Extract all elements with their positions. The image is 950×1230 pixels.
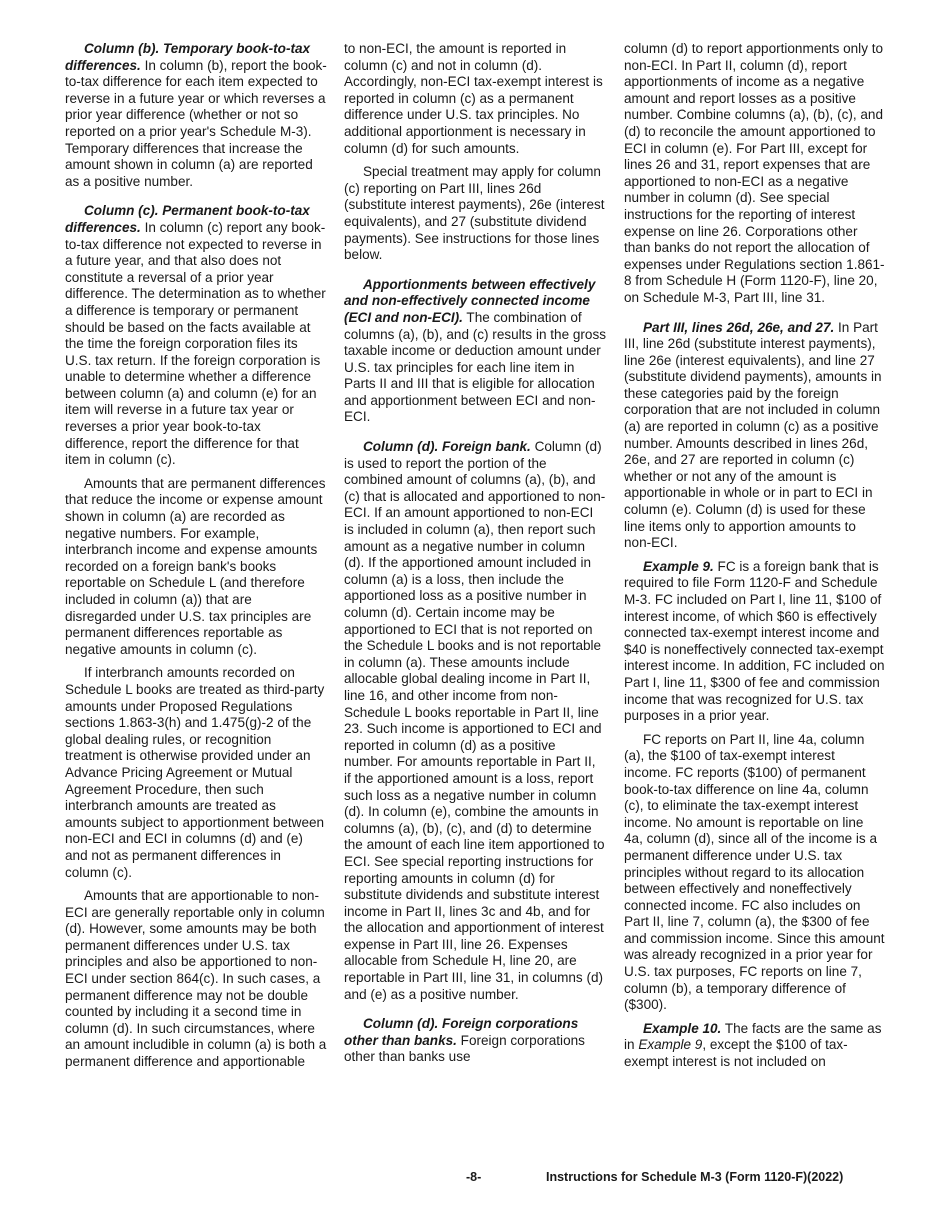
paragraph [344, 277, 606, 426]
paragraph [65, 476, 327, 659]
paragraph [65, 888, 327, 1071]
paragraph [65, 203, 327, 469]
column-middle [344, 41, 606, 1073]
paragraph-heading: Column (b). Temporary book-to-tax differences. [65, 41, 311, 73]
paragraph [624, 41, 886, 307]
column-left [65, 41, 327, 1078]
paragraph-text: FC is a foreign bank that is required to file Form 1120-F and Schedule M-3. FC included on Part I, line 11, $100 of interest income, of which $60 is effectively connected tax-exempt interest income and $40 is noneffectively connected tax-exempt interest income. In addition, FC included on Part I, line 11, $300 of fee and commission income that was recognized for U.S. tax purposes in a prior year. [624, 558, 885, 724]
paragraph-text: In column (b), report the book-to-tax difference for each item expected to reverse in a future year or which reverses a prior year difference (whether or not so reported on a prior year's Schedule M-3). Temporary differences that increase the amount shown in column (a) are reported as a positive number. [65, 57, 327, 189]
paragraph-text: Column (d) is used to report the portion of the combined amount of columns (a), (b), and (c) that is allocated and apportioned to non-ECI. If an amount apportioned to non-ECI is included in column (a), then report such amount as a negative number in column (d). If the apportioned amount included in column (a) is a loss, then include the apportioned loss as a positive number in column (d). Certain income may be apportioned to ECI that is not reported on the Schedule L books and is not reportable in column (a). These amounts include allocable global dealing income in Part II, line 16, and other income from non-Schedule L books reportable in Part II, line 23. Such income is apportioned to ECI and reported in column (d) as a positive number. For amounts reportable in Part II, if the apportioned amount is a loss, report such loss as a negative number in column (d). In column (e), combine the amounts in columns (a), (b), (c), and (d) to determine the amount of each line item apportioned to ECI. See special reporting instructions for reporting amounts in column (d) for substitute dividends and substitute interest income in Part II, lines 3c and 4b, and for the allocation and apportionment of interest expense in Part III, line 26. Expenses allocable from Schedule H, line 20, are reportable in Part III, line 31, in columns (d) and (e) as a positive number. [344, 439, 606, 1002]
paragraph-text: to non-ECI, the amount is reported in column (c) and not in column (d). Accordingly, non-ECI tax-exempt interest is reported in column (c) as a permanent difference under U.S. tax principles. No additional apportionment is necessary in column (d) for such amounts. [344, 41, 603, 156]
paragraph-text: , except the $100 of tax-exempt interest is not included on [624, 1037, 848, 1070]
paragraph-text: In column (c) report any book-to-tax difference not expected to reverse in a future year, and that also does not constitute a reversal of a prior year difference. The determination as to whether a difference is temporary or permanent should be based on the facts available at the time the foreign corporation files its U.S. tax return. If the foreign corporation is unable to determine whether a difference between column (a) and column (e) for an item will reverse in a future tax year or reverses a prior year book-to-tax difference, report the difference for that item in column (c). [65, 219, 326, 468]
paragraph-text: If interbranch amounts recorded on Schedule L books are treated as third-party amounts under Proposed Regulations sections 1.863-3(h) and 1.475(g)-2 of the global dealing rules, or recognition treatment is otherwise provided under an Advance Pricing Agreement or Mutual Agreement Procedure, then such interbranch amounts are treated as amounts subject to apportionment between non-ECI and ECI in columns (d) and (e) and not as permanent differences in column (c). [65, 665, 325, 880]
paragraph [65, 41, 327, 190]
paragraph-text: In Part III, line 26d (substitute interest payments), line 26e (interest equivalents), and line 27 (substitute dividend payments), amounts in these categories paid by the foreign corporation that are not included in column (a) are reported in column (c) as a positive number. Amounts described in lines 26d, 26e, and 27 are reported in column (c) whether or not any of the amount is apportionable in whole or in part to ECI in column (e). Column (d) is used for these line items only to apportion amounts to non-ECI. [624, 319, 882, 551]
document-title: Instructions for Schedule M-3 (Form 1120-F)(2022) [546, 1170, 844, 1184]
paragraph-heading: Column (d). Foreign bank. [363, 439, 531, 455]
paragraph-text: The facts are the same as in [624, 1020, 882, 1053]
paragraph-heading: Column (c). Permanent book-to-tax differences. [65, 203, 310, 235]
paragraph-text: Amounts that are apportionable to non-ECI are generally reportable only in column (d). However, some amounts may be both permanent differences under U.S. tax principles and also be apportioned to non-ECI under section 864(c). In such cases, a permanent difference may not be double counted by including it a second time in column (d). In such circumstances, where an amount includible in column (a) is both a permanent difference and apportionable [65, 888, 327, 1070]
example-reference: Example 9 [638, 1037, 703, 1053]
paragraph-text: Foreign corporations other than banks use [344, 1032, 585, 1065]
paragraph-heading: Example 9. [643, 558, 714, 574]
paragraph [624, 559, 886, 725]
paragraph-text: FC reports on Part II, line 4a, column (a), the $100 of tax-exempt interest income. FC reports ($100) of permanent book-to-tax difference on line 4a, column (c), to eliminate the tax-exempt interest income. No amount is reportable on line 4a, column (d), since all of the income is a permanent difference under U.S. tax principles without regard to its allocation between effectively and noneffectively connected income. FC also includes on Part II, line 7, column (a), the $300 of fee and commission income. Since this amount was already recognized in a prior year for U.S. tax purposes, FC reports on line 7, column (b), a temporary difference of ($300). [624, 731, 885, 1013]
column-right [624, 41, 886, 1078]
paragraph-heading: Apportionments between effectively and non-effectively connected income (ECI and non-ECI). [344, 276, 596, 325]
paragraph-heading: Column (d). Foreign corporations other than banks. [344, 1016, 579, 1048]
paragraph [624, 1021, 886, 1071]
paragraph [344, 164, 606, 264]
page-number: -8- [466, 1170, 482, 1184]
paragraph-text: Amounts that are permanent differences that reduce the income or expense amount shown in column (a) are recorded as negative numbers. For example, interbranch income and expense amounts recorded on a foreign bank's books reportable on Schedule L (and therefore included in column (a)) that are disregarded under U.S. tax principles are permanent differences reportable as negative amounts in column (c). [65, 475, 326, 657]
paragraph-heading: Part III, lines 26d, 26e, and 27. [643, 319, 835, 335]
paragraph [624, 732, 886, 1014]
paragraph [344, 439, 606, 1003]
paragraph-heading: Example 10. [643, 1020, 722, 1036]
paragraph-text: column (d) to report apportionments only to non-ECI. In Part II, column (d), report apportionments of income as a negative amount and report losses as a positive number. Combine columns (a), (b), (c), and (d) to reconcile the amount apportioned to ECI in column (e). For Part III, except for lines 26 and 31, report expenses that are apportioned to non-ECI as a negative number in column (d). See special instructions for the reporting of interest expense on line 26. Corporations other than banks do not report the allocation of expenses under Regulations section 1.861-8 from Schedule H (Form 1120-F), line 20, on Schedule M-3, Part III, line 31. [624, 41, 885, 305]
paragraph [344, 1016, 606, 1066]
paragraph [65, 665, 327, 881]
paragraph [624, 320, 886, 552]
paragraph [344, 41, 606, 157]
paragraph-text: The combination of columns (a), (b), and (c) results in the gross taxable income or deduction amount under U.S. tax principles for each line item in Parts II and III that is eligible for allocation and apportionment between ECI and non-ECI. [344, 309, 606, 425]
paragraph-text: Special treatment may apply for column (c) reporting on Part III, lines 26d (substitute interest payments), 26e (interest equivalents), and 27 (substitute dividend payments). See instructions for those lines below. [344, 164, 605, 263]
